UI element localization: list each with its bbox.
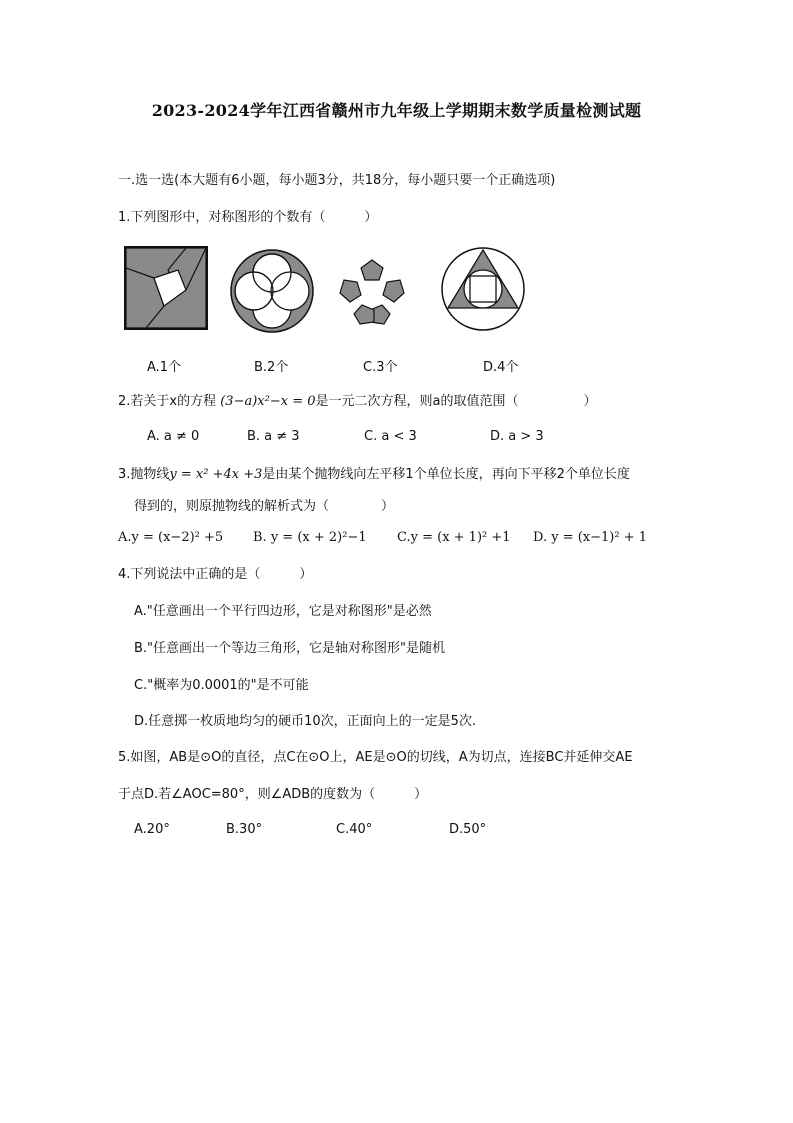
figure-five-pentagons [338, 258, 406, 326]
q4-stem: 4.下列说法中正确的是（ ） [118, 567, 313, 582]
q5-stem-line2: 于点D.若∠AOC=80°，则∠ADB的度数为（ ） [118, 787, 428, 802]
q2-stem [118, 393, 596, 411]
q4-option-d: D.任意掷一枚质地均匀的硬币10次，正面向上的一定是5次. [134, 714, 477, 729]
q4-option-c: C."概率为0.0001的"是不可能 [134, 678, 309, 693]
q3-option-c: C.y = (x + 1)² +1 [397, 530, 511, 545]
q2-option-d: D. a > 3 [490, 429, 544, 444]
q2-stem-pre: 2.若关于x的方程 [118, 394, 221, 409]
q3-equation: y = x² +4x +3 [169, 467, 263, 482]
q2-equation: (3−a)x²−x = 0 [220, 394, 316, 409]
section-heading: 一.选一选(本大题有6小题，每小题3分，共18分，每小题只要一个正确选项) [118, 173, 556, 188]
q2-option-c: C. a < 3 [364, 429, 417, 444]
figure-circle-petals [229, 248, 315, 334]
figure-square-pinwheel [124, 246, 208, 330]
q1-option-b: B.2个 [254, 360, 289, 375]
q1-option-a: A.1个 [147, 360, 182, 375]
q3-stem-pre: 3.抛物线 [118, 467, 170, 482]
q5-option-d: D.50° [449, 822, 487, 837]
q2-stem-post: 是一元二次方程，则a的取值范围（ ） [315, 394, 597, 409]
q3-option-b: B. y = (x + 2)²−1 [253, 530, 367, 545]
q5-stem-line1: 5.如图，AB是⊙O的直径，点C在⊙O上，AE是⊙O的切线，A为切点，连接BC并延伸交AE [118, 750, 633, 765]
q5-option-b: B.30° [226, 822, 263, 837]
q1-option-c: C.3个 [363, 360, 398, 375]
page-title: 2023-2024学年江西省赣州市九年级上学期期末数学质量检测试题 [151, 101, 642, 120]
q3-stem-post: 是由某个抛物线向左平移1个单位长度，再向下平移2个单位长度 [262, 467, 630, 482]
q4-option-a: A."任意画出一个平行四边形，它是对称图形"是必然 [134, 604, 432, 619]
q3-stem-line2: 得到的，则原抛物线的解析式为（ ） [134, 499, 395, 514]
q2-option-a: A. a ≠ 0 [147, 429, 200, 444]
q1-option-d: D.4个 [483, 360, 519, 375]
q4-option-b: B."任意画出一个等边三角形，它是轴对称图形"是随机 [134, 641, 446, 656]
q5-option-a: A.20° [134, 822, 170, 837]
q3-option-d: D. y = (x−1)² + 1 [533, 530, 648, 545]
q1-stem: 1.下列图形中，对称图形的个数有（ ） [118, 210, 378, 225]
q3-stem [118, 466, 630, 484]
q2-option-b: B. a ≠ 3 [247, 429, 300, 444]
figure-circle-triangle-square [440, 246, 526, 332]
q5-option-c: C.40° [336, 822, 373, 837]
q3-option-a: A.y = (x−2)² +5 [118, 530, 224, 545]
